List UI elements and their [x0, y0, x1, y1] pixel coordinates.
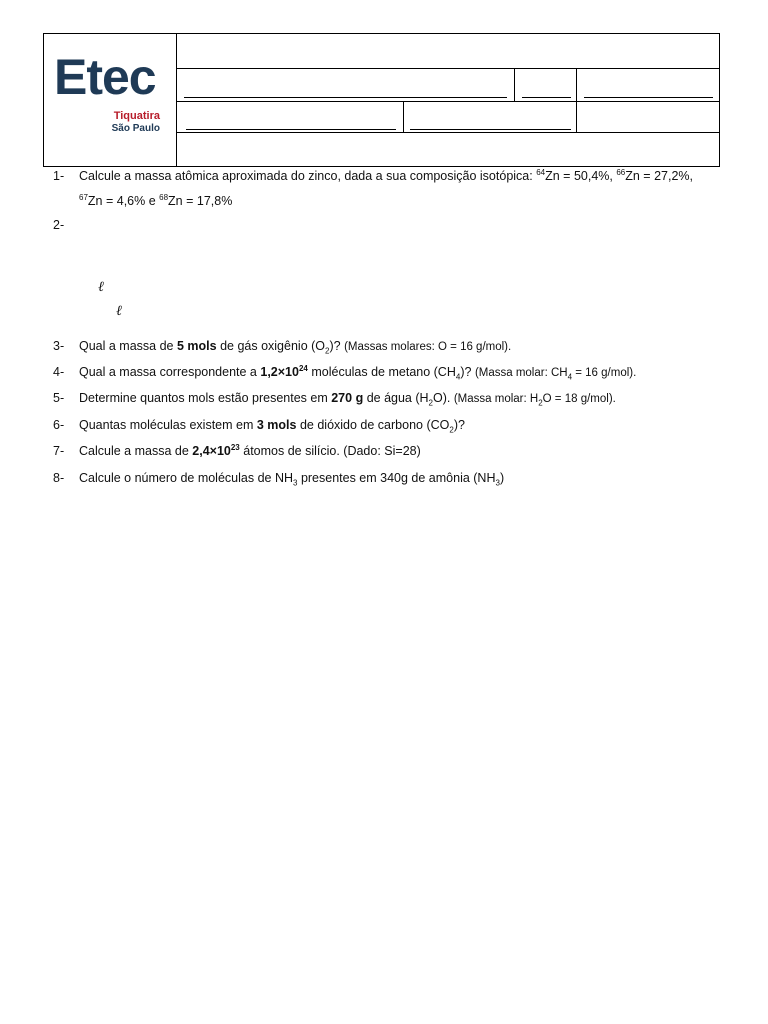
question-number: 6-	[53, 418, 65, 432]
question-8	[53, 470, 504, 486]
question-text: de dióxido de carbono (CO	[299, 418, 450, 432]
question-number: 3-	[53, 339, 65, 353]
question-text: Qual a massa correspondente a	[79, 365, 257, 379]
question-1	[53, 168, 693, 184]
question-3	[53, 338, 511, 355]
question-text: moléculas de metano (CH	[311, 365, 456, 379]
question-text: de gás oxigênio (O	[220, 339, 326, 353]
isotope-text: Zn = 50,4%,	[545, 169, 613, 183]
logo-name: Etec	[54, 49, 156, 105]
subscript: 2	[538, 398, 543, 408]
bold-value: 270 g	[331, 391, 364, 405]
header-table	[43, 33, 720, 167]
row-divider	[177, 68, 720, 69]
number-field[interactable]	[522, 97, 571, 98]
subscript: 4	[567, 372, 573, 382]
row-divider	[177, 101, 720, 102]
bold-value: 5 mols	[176, 339, 217, 353]
question-2	[53, 217, 79, 233]
isotope-mass: 66	[616, 167, 626, 177]
subscript: 2	[428, 398, 433, 408]
bold-value: 3 mols	[256, 418, 297, 432]
question-4	[53, 364, 636, 381]
class-field[interactable]	[584, 97, 713, 98]
name-field[interactable]	[184, 97, 507, 98]
question-number: 5-	[53, 391, 65, 405]
column-divider	[514, 68, 515, 101]
row-divider	[177, 132, 720, 133]
question-text: Calcule o número de moléculas de NH	[79, 471, 293, 485]
question-text: Quantas moléculas existem em	[79, 418, 254, 432]
logo	[44, 34, 177, 166]
question-note: (Massas molares: O = 16 g/mol).	[344, 341, 512, 353]
question-text: átomos de silício. (Dado: Si=28)	[243, 444, 421, 458]
question-5	[53, 390, 616, 407]
question-text: Qual a massa de	[79, 339, 174, 353]
column-divider	[403, 101, 404, 132]
question-note: (Massa molar: CH	[474, 367, 568, 379]
subscript: 2	[449, 425, 454, 435]
question-6	[53, 417, 465, 433]
question-text: O).	[433, 391, 451, 405]
question-1-continued	[79, 193, 232, 209]
bold-value: 2,4×10	[192, 444, 231, 458]
course-field[interactable]	[186, 129, 396, 130]
question-text: presentes em 340g de amônia (NH	[300, 471, 496, 485]
question-note: O = 18 g/mol).	[542, 393, 616, 405]
isotope-mass: 64	[536, 167, 546, 177]
script-glyph: ℓ	[98, 279, 104, 295]
column-divider	[576, 68, 577, 132]
question-text: Calcule a massa atômica aproximada do zinco, dada a sua composição isotópica:	[79, 169, 533, 183]
question-note: (Massa molar: H	[453, 393, 539, 405]
logo-city: São Paulo	[111, 123, 160, 134]
question-number: 8-	[53, 471, 65, 485]
question-number: 1-	[53, 169, 65, 183]
question-text: )	[499, 471, 505, 485]
subscript: 4	[455, 372, 461, 382]
superscript: 24	[298, 363, 308, 373]
subscript: 3	[293, 478, 298, 488]
script-glyph: ℓ	[116, 303, 122, 319]
isotope-text: Zn = 27,2%,	[625, 169, 693, 183]
question-text: de água (H	[366, 391, 429, 405]
logo-school: Tiquatira	[113, 110, 160, 122]
question-text: )?	[453, 418, 465, 432]
subscript: 3	[495, 478, 500, 488]
question-number: 2-	[53, 218, 65, 232]
bold-value: 1,2×10	[260, 365, 299, 379]
question-number: 7-	[53, 444, 65, 458]
isotope-mass: 67	[79, 192, 88, 202]
question-text: Calcule a massa de	[79, 444, 189, 458]
question-note: = 16 g/mol).	[575, 367, 637, 379]
isotope-mass: 68	[159, 192, 169, 202]
question-text: Determine quantos mols estão presentes em	[79, 391, 328, 405]
question-number: 4-	[53, 365, 65, 379]
isotope-text: Zn = 4,6% e	[87, 194, 156, 208]
isotope-text: Zn = 17,8%	[168, 194, 233, 208]
subscript: 2	[325, 346, 330, 356]
question-text: )?	[460, 365, 472, 379]
question-text: )?	[329, 339, 341, 353]
superscript: 23	[230, 442, 240, 452]
question-7	[53, 443, 421, 459]
date-field[interactable]	[410, 129, 571, 130]
